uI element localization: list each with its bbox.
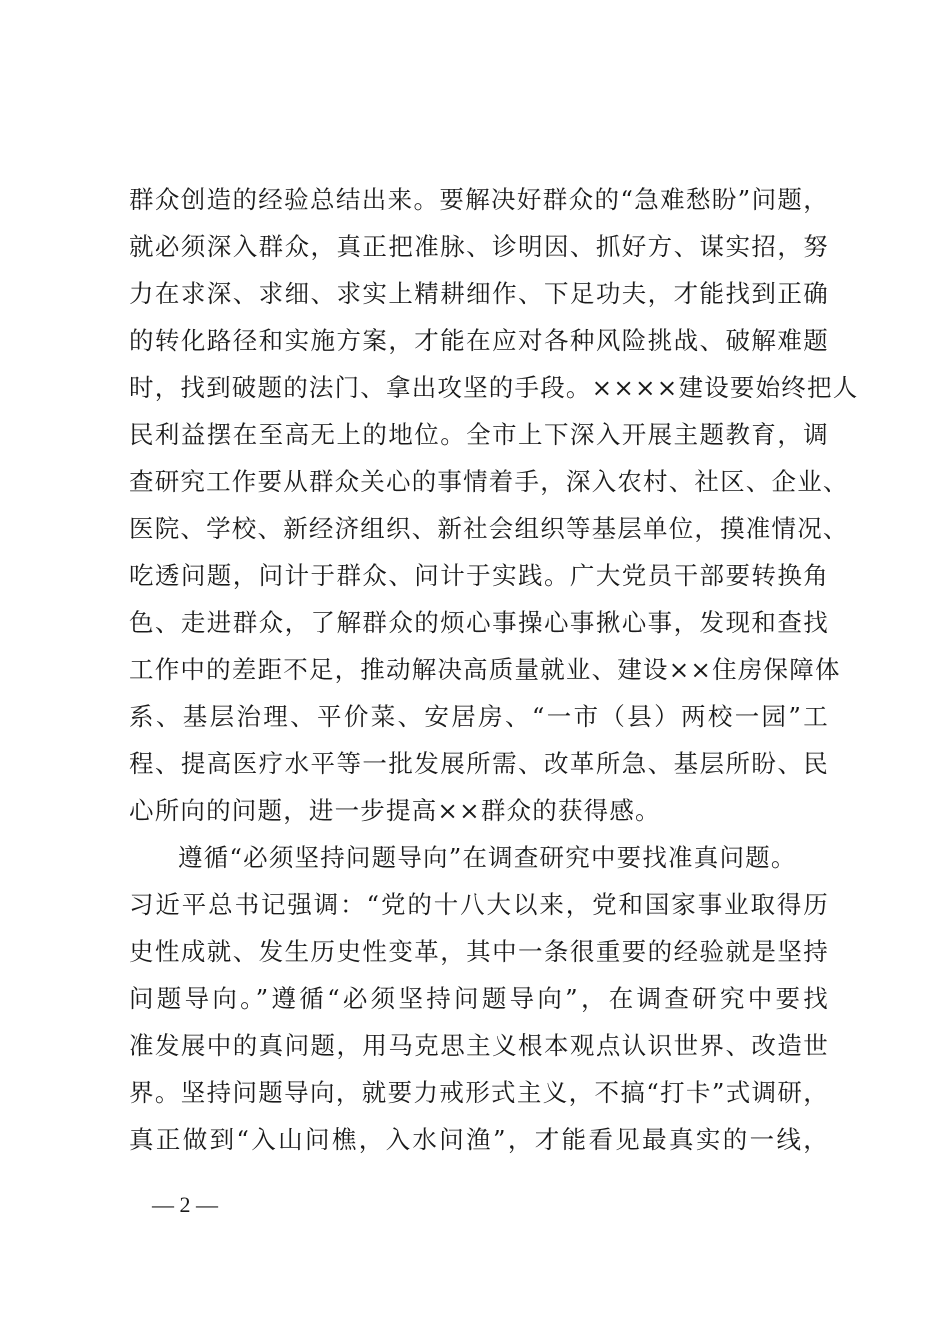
body-text-line: 群众创造的经验总结出来。要解决好群众的“急难愁盼”问题， xyxy=(129,185,829,214)
body-text-line: 的转化路径和实施方案，才能在应对各种风险挑战、破解难题 xyxy=(129,326,829,355)
body-text-line: 界。坚持问题导向，就要力戒形式主义，不搞“打卡”式调研， xyxy=(129,1078,829,1107)
body-text-line: 医院、学校、新经济组织、新社会组织等基层单位，摸准情况、 xyxy=(129,514,849,543)
body-text-line: 时，找到破题的法门、拿出攻坚的手段。××××建设要始终把人 xyxy=(129,373,859,402)
body-text-line: 程、提高医疗水平等一批发展所需、改革所急、基层所盼、民 xyxy=(129,749,829,778)
body-text-line: 真正做到“入山问樵，入水问渔”，才能看见最真实的一线， xyxy=(129,1125,829,1154)
paragraph-end-line: 心所向的问题，进一步提高××群众的获得感。 xyxy=(129,796,661,825)
body-text-line: 民利益摆在至高无上的地位。全市上下深入开展主题教育，调 xyxy=(129,420,829,449)
page-number: — 2 — xyxy=(152,1192,218,1217)
body-text-line: 习近平总书记强调：“党的十八大以来，党和国家事业取得历 xyxy=(129,890,829,919)
body-text-line: 查研究工作要从群众关心的事情着手，深入农村、社区、企业、 xyxy=(129,467,849,496)
paragraph-first-line: 遵循“必须坚持问题导向”在调查研究中要找准真问题。 xyxy=(178,843,797,872)
body-text-line: 力在求深、求细、求实上精耕细作、下足功夫，才能找到正确 xyxy=(129,279,829,308)
body-text-line: 工作中的差距不足，推动解决高质量就业、建设××住房保障体 xyxy=(129,655,841,684)
body-text-line: 史性成就、发生历史性变革，其中一条很重要的经验就是坚持 xyxy=(129,937,829,966)
body-text-line: 问题导向。”遵循“必须坚持问题导向”，在调查研究中要找 xyxy=(129,984,829,1013)
body-text-line: 就必须深入群众，真正把准脉、诊明因、抓好方、谋实招，努 xyxy=(129,232,829,261)
body-text-line: 吃透问题，问计于群众、问计于实践。广大党员干部要转换角 xyxy=(129,561,829,590)
body-text-line: 准发展中的真问题，用马克思主义根本观点认识世界、改造世 xyxy=(129,1031,829,1060)
body-text-line: 系、基层治理、平价菜、安居房、“一市（县）两校一园”工 xyxy=(129,702,829,731)
body-text-line: 色、走进群众，了解群众的烦心事操心事揪心事，发现和查找 xyxy=(129,608,829,637)
